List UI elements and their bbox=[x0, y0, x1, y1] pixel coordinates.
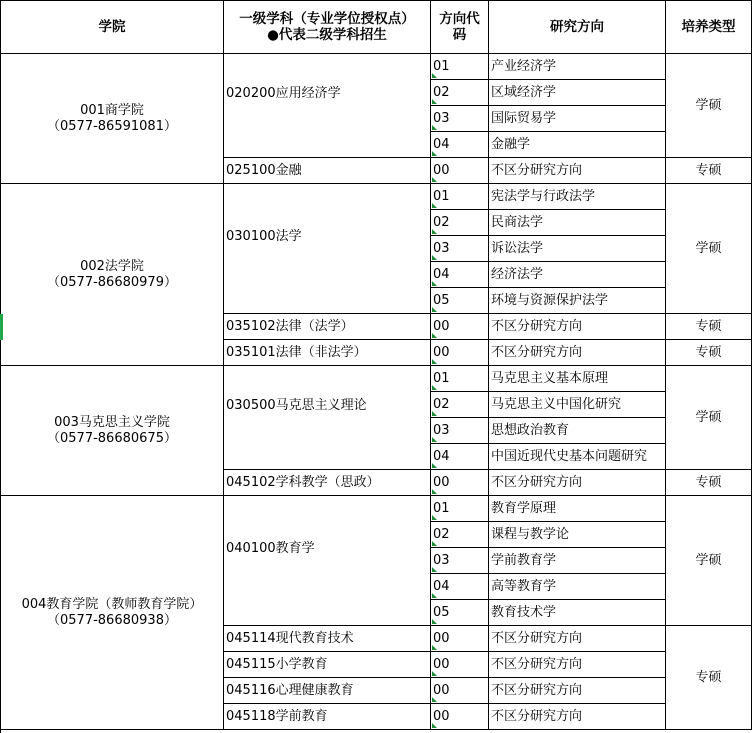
research-direction-cell: 不区分研究方向 bbox=[489, 340, 666, 366]
college-name: 003马克思主义学院 bbox=[54, 414, 170, 430]
discipline-cell: 045118学前教育 bbox=[224, 704, 431, 730]
direction-code-cell: 02 bbox=[431, 522, 489, 548]
direction-code-cell: 01 bbox=[431, 366, 489, 392]
cell-flag-icon bbox=[432, 229, 437, 234]
direction-code-cell: 00 bbox=[431, 158, 489, 184]
research-direction-cell: 金融学 bbox=[489, 132, 666, 158]
direction-code-cell: 03 bbox=[431, 106, 489, 132]
training-type-cell: 学硕 bbox=[666, 496, 752, 626]
research-direction-cell: 高等教育学 bbox=[489, 574, 666, 600]
direction-code-cell: 04 bbox=[431, 444, 489, 470]
header-direction-code: 方向代码 bbox=[431, 1, 489, 54]
direction-code-cell: 04 bbox=[431, 132, 489, 158]
cell-flag-icon bbox=[432, 567, 437, 572]
cell-flag-icon bbox=[432, 463, 437, 468]
header-research-direction: 研究方向 bbox=[489, 1, 666, 54]
direction-code-cell: 03 bbox=[431, 548, 489, 574]
college-name: 004教育学院（教师教育学院） bbox=[21, 596, 203, 612]
direction-code-cell: 05 bbox=[431, 288, 489, 314]
direction-code-cell: 03 bbox=[431, 418, 489, 444]
cell-flag-icon bbox=[432, 671, 437, 676]
header-training-type: 培养类型 bbox=[666, 1, 752, 54]
cell-flag-icon bbox=[432, 593, 437, 598]
cell-flag-icon bbox=[432, 385, 437, 390]
cell-flag-icon bbox=[432, 333, 437, 338]
research-direction-cell: 不区分研究方向 bbox=[489, 652, 666, 678]
research-direction-cell: 不区分研究方向 bbox=[489, 314, 666, 340]
research-direction-cell: 学前教育学 bbox=[489, 548, 666, 574]
direction-code-cell: 00 bbox=[431, 340, 489, 366]
research-direction-cell: 中国近现代史基本问题研究 bbox=[489, 444, 666, 470]
college-name: 001商学院 bbox=[80, 102, 144, 118]
cell-flag-icon bbox=[432, 99, 437, 104]
discipline-cell: 035101法律（非法学） bbox=[224, 340, 431, 366]
college-phone: （0577-86680675） bbox=[47, 430, 177, 446]
research-direction-cell: 教育学原理 bbox=[489, 496, 666, 522]
header-discipline bbox=[224, 1, 431, 54]
research-direction-cell: 教育技术学 bbox=[489, 600, 666, 626]
college-phone: （0577-86680938） bbox=[47, 612, 177, 628]
discipline-cell: 045102学科教学（思政） bbox=[224, 470, 431, 496]
college-cell bbox=[1, 184, 224, 366]
college-cell bbox=[1, 54, 224, 184]
college-phone: （0577-86680979） bbox=[47, 274, 177, 290]
cell-flag-icon bbox=[432, 619, 437, 624]
direction-code-cell: 02 bbox=[431, 210, 489, 236]
direction-code-cell: 04 bbox=[431, 262, 489, 288]
direction-code-cell: 02 bbox=[431, 392, 489, 418]
direction-code-cell: 00 bbox=[431, 314, 489, 340]
cell-flag-icon bbox=[432, 307, 437, 312]
discipline-cell: 045114现代教育技术 bbox=[224, 626, 431, 652]
discipline-cell: 020200应用经济学 bbox=[224, 54, 431, 158]
research-direction-cell: 环境与资源保护法学 bbox=[489, 288, 666, 314]
cell-flag-icon bbox=[432, 697, 437, 702]
training-type-cell: 专硕 bbox=[666, 314, 752, 340]
cell-flag-icon bbox=[432, 73, 437, 78]
direction-code-cell: 01 bbox=[431, 184, 489, 210]
research-direction-cell: 不区分研究方向 bbox=[489, 704, 666, 730]
direction-code-cell: 04 bbox=[431, 574, 489, 600]
cell-flag-icon bbox=[432, 203, 437, 208]
research-direction-cell: 不区分研究方向 bbox=[489, 626, 666, 652]
cell-flag-icon bbox=[432, 281, 437, 286]
discipline-cell: 035102法律（法学） bbox=[224, 314, 431, 340]
research-direction-cell: 课程与教学论 bbox=[489, 522, 666, 548]
direction-code-cell: 05 bbox=[431, 600, 489, 626]
training-type-cell: 学硕 bbox=[666, 184, 752, 314]
training-type-cell: 专硕 bbox=[666, 158, 752, 184]
college-phone: （0577-86591081） bbox=[47, 118, 177, 134]
research-direction-cell: 诉讼法学 bbox=[489, 236, 666, 262]
discipline-cell: 030500马克思主义理论 bbox=[224, 366, 431, 470]
research-direction-cell: 马克思主义中国化研究 bbox=[489, 392, 666, 418]
research-direction-cell: 马克思主义基本原理 bbox=[489, 366, 666, 392]
training-type-cell: 学硕 bbox=[666, 54, 752, 158]
discipline-cell: 045116心理健康教育 bbox=[224, 678, 431, 704]
direction-code-cell: 03 bbox=[431, 236, 489, 262]
cell-flag-icon bbox=[432, 255, 437, 260]
direction-code-cell: 02 bbox=[431, 80, 489, 106]
cell-flag-icon bbox=[432, 177, 437, 182]
research-direction-cell: 区域经济学 bbox=[489, 80, 666, 106]
research-direction-cell: 不区分研究方向 bbox=[489, 158, 666, 184]
cell-flag-icon bbox=[432, 645, 437, 650]
training-type-cell: 专硕 bbox=[666, 470, 752, 496]
research-direction-cell: 经济法学 bbox=[489, 262, 666, 288]
discipline-cell: 030100法学 bbox=[224, 184, 431, 314]
cell-flag-icon bbox=[432, 723, 437, 728]
direction-code-cell: 00 bbox=[431, 626, 489, 652]
training-type-cell: 专硕 bbox=[666, 340, 752, 366]
research-direction-cell: 国际贸易学 bbox=[489, 106, 666, 132]
college-name: 002法学院 bbox=[80, 258, 144, 274]
direction-code-cell: 01 bbox=[431, 54, 489, 80]
cell-flag-icon bbox=[432, 437, 437, 442]
cell-flag-icon bbox=[432, 411, 437, 416]
research-direction-cell: 不区分研究方向 bbox=[489, 678, 666, 704]
discipline-cell: 045115小学教育 bbox=[224, 652, 431, 678]
header-discipline-line1: 一级学科（专业学位授权点） bbox=[239, 11, 415, 27]
research-direction-cell: 思想政治教育 bbox=[489, 418, 666, 444]
cell-flag-icon bbox=[432, 151, 437, 156]
header-discipline-line2: ●代表二级学科招生 bbox=[267, 27, 387, 43]
direction-code-cell: 00 bbox=[431, 678, 489, 704]
cell-flag-icon bbox=[432, 125, 437, 130]
direction-code-cell: 00 bbox=[431, 704, 489, 730]
research-direction-cell: 产业经济学 bbox=[489, 54, 666, 80]
cell-flag-icon bbox=[432, 515, 437, 520]
cell-flag-icon bbox=[432, 541, 437, 546]
college-cell bbox=[1, 366, 224, 496]
direction-code-cell: 00 bbox=[431, 652, 489, 678]
header-college: 学院 bbox=[1, 1, 224, 54]
discipline-cell: 040100教育学 bbox=[224, 496, 431, 626]
training-type-cell: 专硕 bbox=[666, 626, 752, 730]
cell-flag-icon bbox=[432, 359, 437, 364]
direction-code-cell: 01 bbox=[431, 496, 489, 522]
training-type-cell: 学硕 bbox=[666, 366, 752, 470]
direction-code-cell: 00 bbox=[431, 470, 489, 496]
research-direction-cell: 民商法学 bbox=[489, 210, 666, 236]
research-direction-cell: 宪法学与行政法学 bbox=[489, 184, 666, 210]
cell-flag-icon bbox=[432, 489, 437, 494]
discipline-cell: 025100金融 bbox=[224, 158, 431, 184]
college-cell bbox=[1, 496, 224, 730]
research-direction-cell: 不区分研究方向 bbox=[489, 470, 666, 496]
